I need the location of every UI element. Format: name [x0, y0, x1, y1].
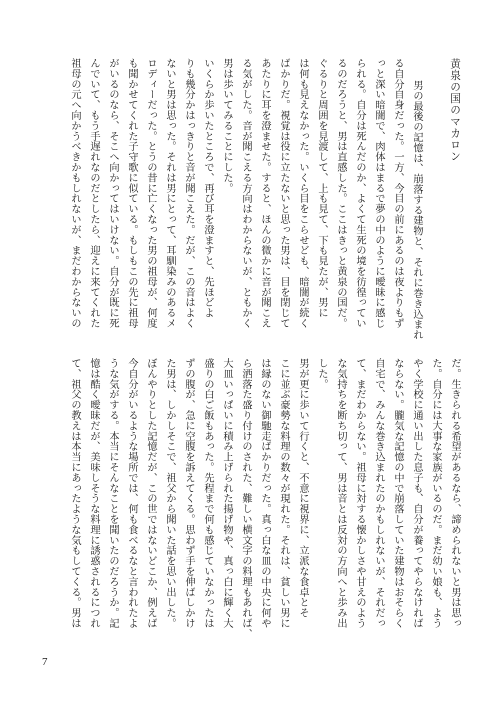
text-line: 盛りの白ご飯もあった。先程まで何も感じていなかったは — [202, 358, 213, 629]
text-line: 憶は酷く曖昧だが、美味しそうな料理に誘惑されるにつれ — [88, 358, 99, 629]
title-spacer — [426, 58, 445, 314]
text-line: ぼんやりとした記憶だが、この世ではないどこか、例えば — [145, 358, 156, 629]
text-line: は縁のない御馳走ばかりだった。真っ白な皿の中央に何や — [259, 358, 270, 629]
text-line: 今自分がいるような場所では、何も食べるなと言われたよ — [126, 358, 137, 629]
text-line: ないと男は思った。それは男にとって、耳馴染みのあるメ — [164, 58, 175, 329]
text-line: た男は、しかしそこで、祖父から聞いた話を思い出した。 — [164, 358, 175, 629]
text-line: ロディーだった。とうの昔に亡くなった男の祖母が、何度 — [145, 58, 156, 329]
chapter-title: 黄泉の国のマカロン — [449, 58, 461, 163]
text-line: ばかりだ。視覚は役に立たないと思った男は、目を閉じて — [278, 58, 289, 329]
text-line: るのだろうと、男は直感した。ここはきっと黄泉の国だ。 — [335, 58, 346, 329]
text-line: ら洒落た盛り付けのされた、難しい横文字の料理もあれば、 — [240, 358, 251, 639]
page-number: 7 — [42, 656, 48, 668]
text-line: 大皿いっぱいに積み上げられた揚げ物や、真っ白に輝く大 — [221, 358, 232, 629]
text-line: 男の最後の記憶は、崩落する建物と、それに巻き込まれ — [411, 80, 422, 341]
text-line: 自宅で、みんな巻き込まれたのかもしれないが、それだっ — [373, 358, 384, 629]
text-line: ずの腹が、急に空腹を訴えてくる。思わず手を伸ばしかけ — [183, 358, 194, 629]
text-line: は何も見えなかった。いくら目をこらせども、暗闇が続く — [297, 58, 308, 329]
text-line: た。自分には大事な家族がいるのだ。まだ幼い娘も、よう — [430, 358, 441, 629]
text-block-lower — [16, 358, 464, 639]
text-line: る気がした。音が聞こえる方向はわからないが、ともかく — [240, 58, 251, 329]
text-line: だ。生きられる希望があるなら、諦められないと男は思っ — [449, 358, 460, 629]
text-line: ならない。朧気な記憶の中で崩落していた建物はおそらく — [392, 358, 403, 629]
text-line: あたりに耳を澄ませた。すると、ほんの微かに音が聞こえ — [259, 58, 270, 329]
text-line: いくらか歩いたところで、再び耳を澄ますと、先ほどよ — [202, 58, 213, 318]
text-line: る自分自身だった。一方、今目の前にあるのは夜よりもず — [392, 58, 403, 329]
text-line: うな気がする。本当にそんなことを聞いたのだろうか。記 — [107, 358, 118, 629]
text-line: んでいて、もう手遅れなのだとしたら、迎えに来てくれた — [88, 58, 99, 329]
text-line: 男が更に歩いて行くと、不意に視界に、立派な食卓とそ — [297, 358, 308, 618]
text-line: られる。自分は死んだのか、よくて生死の境を彷徨ってい — [354, 58, 365, 329]
text-line: な気持ちを断ち切って、男は音とは反対の方向へと歩み出 — [335, 358, 346, 629]
text-line: りも幾分かはっきりと音が聞こえた。だが、この音はよく — [183, 58, 194, 329]
text-line: やく学校に通い出した息子も、自分が養ってやらなければ — [411, 358, 422, 629]
text-line: っと深い暗闇で、肉体はまるで夢の中のように曖昧に感じ — [373, 58, 384, 329]
text-line: て、祖父の教えは本当にあったような気もしてくる。男は — [69, 358, 80, 629]
text-block-upper — [16, 58, 464, 341]
text-line: 祖母の元へ向かうべきかもしれないが、まだわからないの — [69, 58, 80, 329]
text-line: した。 — [316, 358, 327, 390]
text-line: がいるのなら、そこへ向かってはいけない。自分が既に死 — [107, 58, 118, 329]
text-line: て、まだわからない。祖母に対する懐かしさや甘えのよう — [354, 358, 365, 629]
text-line: 男は歩いてみることにした。 — [221, 58, 232, 194]
text-line: こに並ぶ豪勢な料理の数々が現れた。それは、貧しい男に — [278, 358, 289, 629]
text-line: も聞かせてくれた子守歌に似ている。もしもこの先に祖母 — [126, 58, 137, 329]
text-line: ぐるりと周囲を見渡して、上も見て、下も見たが、男に — [316, 58, 327, 318]
